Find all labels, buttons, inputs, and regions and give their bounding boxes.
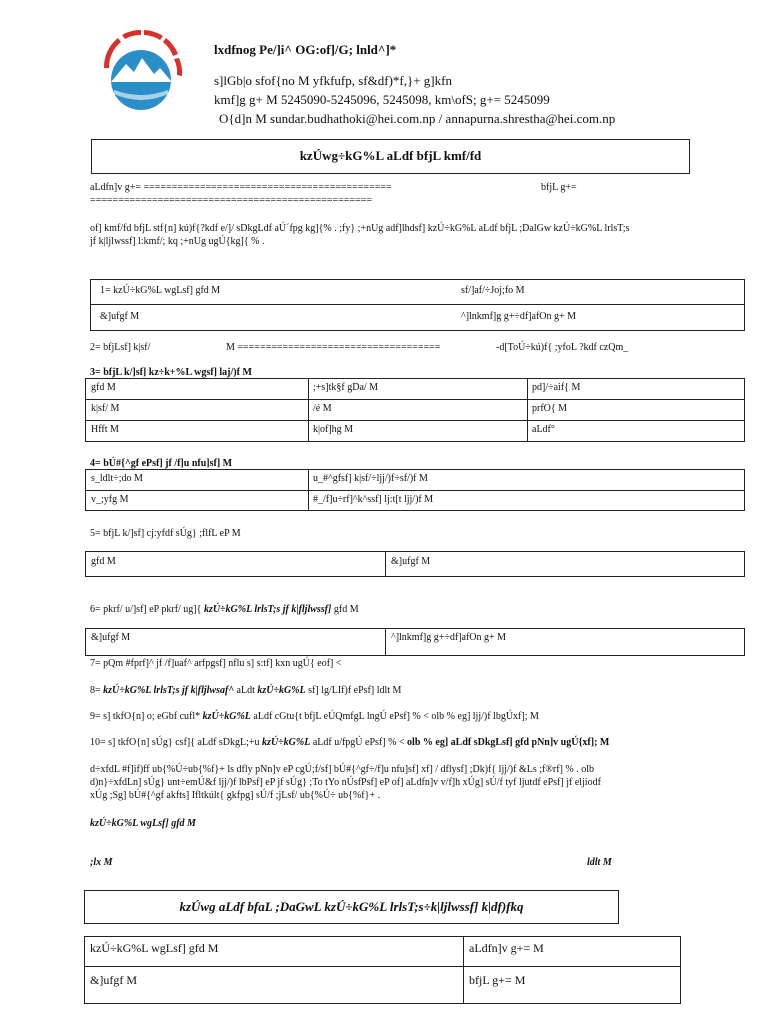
org-address: s]lGb|o sfof{no M yfkfufp, sf&df)*f,}+ g]kfn xyxy=(214,73,452,88)
item-10-bold: olb % eg] aLdf sDkgLsf] gfd pNn]v ugÚ{xf]; M xyxy=(407,737,610,748)
item-10-mid: aLdf u/fpgÚ ePsf] % < xyxy=(312,737,405,748)
claim-type-separator: M ==================================== xyxy=(226,342,441,353)
tag-number-cell: ;+s]tk§f gDa/ M xyxy=(313,382,379,393)
item-8-tail: sf] lg/LIf)f ePsf] ldlt M xyxy=(308,685,402,696)
incident-place-cell: v_;yfg M xyxy=(91,494,129,505)
breed-cell: Hfft M xyxy=(91,424,119,435)
date-label: ldlt M xyxy=(587,857,612,868)
owner-name-label: kzÚ÷kG%L wgLsf] gfd M xyxy=(90,818,196,829)
claim-type-note: -d[ToÚ÷kú)f{ ;yfoL ?kdf czQm_ xyxy=(496,342,629,353)
color-cell: /é M xyxy=(313,403,332,414)
company-logo xyxy=(94,24,188,118)
form-title-box xyxy=(91,139,690,174)
section6-heading-plain: 6= pkrf/ u/]sf] eP pkrf/ ug]{ xyxy=(90,604,202,615)
item-8 xyxy=(90,685,401,696)
intro-line-2: jf k|ljlwssf] l:kmf/; kq ;+nUg ugÚ{kg]{ % . xyxy=(90,236,265,247)
incident-type-cell: u_#^gfsf] k|sf/÷ljj/)f÷sf/)f M xyxy=(313,473,428,484)
vet-certificate-title-box xyxy=(84,890,619,924)
claim-type-label: 2= bfjLsf] k|sf/ xyxy=(90,342,151,353)
vet-contact-table xyxy=(85,628,745,656)
org-name: lxdfnog Pe/]i^ OG:of]/G; lnld^]* xyxy=(214,42,397,57)
org-email: O{d]n M sundar.budhathoki@hei.com.np / annapurna.shrestha@hei.com.np xyxy=(219,111,616,126)
vet-address-cell: &]ufgf M xyxy=(91,632,131,643)
vet-claim-number-cell: bfjL g+= M xyxy=(469,973,526,987)
insured-name-label: 1= kzÚ÷kG%L wgLsf] gfd M xyxy=(100,285,221,296)
item-8-italic-2: kzÚ÷kG%L xyxy=(257,685,306,696)
item-10 xyxy=(90,737,609,748)
purpose-cell: k|of]hg M xyxy=(313,424,354,435)
declaration-line-3: xÚg ;Sg] bÚ#{^gf akfts] Ifltkúlt{ gkfpg] sÚ/f ;jLsf/ ub{%Ú÷ ub{%f}+ . xyxy=(90,790,381,801)
item-9 xyxy=(90,711,539,722)
policy-number-line: aLdfn]v g+= ============================================ xyxy=(90,182,392,193)
item-8-plain: 8= xyxy=(90,685,101,696)
item-10-plain: 10= s] tkfO{n] sÚg} csf]{ aLdf sDkgL;+u xyxy=(90,737,260,748)
animal-name-cell: gfd M xyxy=(91,382,116,393)
section3-heading: 3= bfjL k/]sf] kz÷k+%L wgsf] laj/)f M xyxy=(90,367,252,378)
item-8-mid: aLdt xyxy=(236,685,255,696)
section6-heading-tail: gfd M xyxy=(333,604,359,615)
phone-label: ^]lnkmf]g g+÷df]afOn g+ M xyxy=(461,311,577,322)
signature-label: ;lx M xyxy=(90,857,113,868)
incident-table xyxy=(85,469,745,511)
vet-certificate-title: kzÚwg aLdf bfaL ;DaGwL kzÚ÷kG%L lrlsT;s÷k|ljlwssf] k|df)fkq xyxy=(179,899,524,914)
vet-address-cell-2: &]ufgf M xyxy=(90,973,137,987)
intro-line-1: of] kmf/fd bfjL stf{n] kú)f{?kdf e/]/ sDkgLdf aÚ´fpg kg]{% . ;fy} ;+nUg adf]lhdsf] kzÚ÷kG%L aLdf bfjL ;DalGw kzÚ÷kG%L lrlsT;s xyxy=(90,223,630,234)
section1-box xyxy=(90,279,745,331)
form-title: kzÚwg÷kG%L aLdf bfjL kmf/fd xyxy=(299,148,482,163)
item-9-italic: kzÚ÷kG%L xyxy=(202,711,251,722)
incident-date-cell: s_ldlt÷;do M xyxy=(91,473,143,484)
section4-heading: 4= bÚ#{^gf ePsf] jf /f]u nfu]sf] M xyxy=(90,458,233,469)
vet-owner-name-cell: kzÚ÷kG%L wgLsf] gfd M xyxy=(90,941,219,955)
disease-details-cell: #_/f]u÷rf]^k^ssf] lj:t[t ljj/)f M xyxy=(313,494,434,505)
witness-address-cell: &]ufgf M xyxy=(391,556,431,567)
item-9-plain: 9= s] tkfO{n] o; eGbf cufl* xyxy=(90,711,201,722)
witness-name-cell: gfd M xyxy=(91,556,116,567)
claim-number-label: bfjL g+= xyxy=(541,182,577,193)
sum-insured-cell: aLdf° xyxy=(532,424,555,435)
section6-heading xyxy=(90,604,359,615)
type-cell: k|sf/ M xyxy=(91,403,120,414)
witness-table xyxy=(85,551,745,577)
declaration-line-1: d÷xfdL #f]if)ff ub{%Ú÷ub{%f}+ ls dfly pNn]v eP cgÚ;f/sf] bÚ#{^gf÷/f]u nfu]sf] xf] / dflysf] ;Dk)f{ ljj/)f &Ls ;f®rf] % . olb xyxy=(90,764,595,775)
vet-policy-number-cell: aLdfn]v g+= M xyxy=(469,941,544,955)
item-8-italic: kzÚ÷kG%L lrlsT;s jf k|fljlwsaf^ xyxy=(103,685,235,696)
declaration-line-2: d)n}÷xfdLn] sÚg} unt÷emÚ&f ljj/)f lbPsf] eP jf sÚg} ;To tYo nÚsfPsf] eP of] aLdfn]v v/f]h xÚg] sÚ/f tyf ljutdf ePsf] jf eljiodf xyxy=(90,777,601,788)
item-9-tail: aLdf cGtu{t bfjL eÚQmfgL lngÚ ePsf] % < olb % eg] ljj/)f lbgÚxf]; M xyxy=(253,711,539,722)
section6-heading-italic: kzÚ÷kG%L lrlsT;s jf k|fljlwssf] xyxy=(203,604,332,615)
policy-number-line-2: ================================================== xyxy=(90,195,372,206)
address-label: &]ufgf M xyxy=(100,311,140,322)
org-phone: kmf]g g+ M 5245090-5245096, 5245098, km\ofS; g+= 5245099 xyxy=(214,92,550,107)
item-10-italic: kzÚ÷kG%L xyxy=(262,737,311,748)
vet-phone-cell: ^]lnkmf]g g+÷df]afOn g+ M xyxy=(391,632,507,643)
age-cell: pd]/÷aif{ M xyxy=(532,382,581,393)
section5-heading: 5= bfjL k/]sf] cj:yfdf sÚg} ;flfL eP M xyxy=(90,528,241,539)
occupation-label: sf/]af/÷Joj;fo M xyxy=(461,285,525,296)
vet-certificate-table xyxy=(84,936,681,1004)
height-cell: prfO{ M xyxy=(532,403,568,414)
section1-divider xyxy=(91,304,744,305)
item-7: 7= pQm #fprf]^ jf /f]uaf^ arfpgsf] nflu s] s:tf] kxn ugÚ{ eof] < xyxy=(90,658,342,669)
animal-details-table xyxy=(85,378,745,442)
